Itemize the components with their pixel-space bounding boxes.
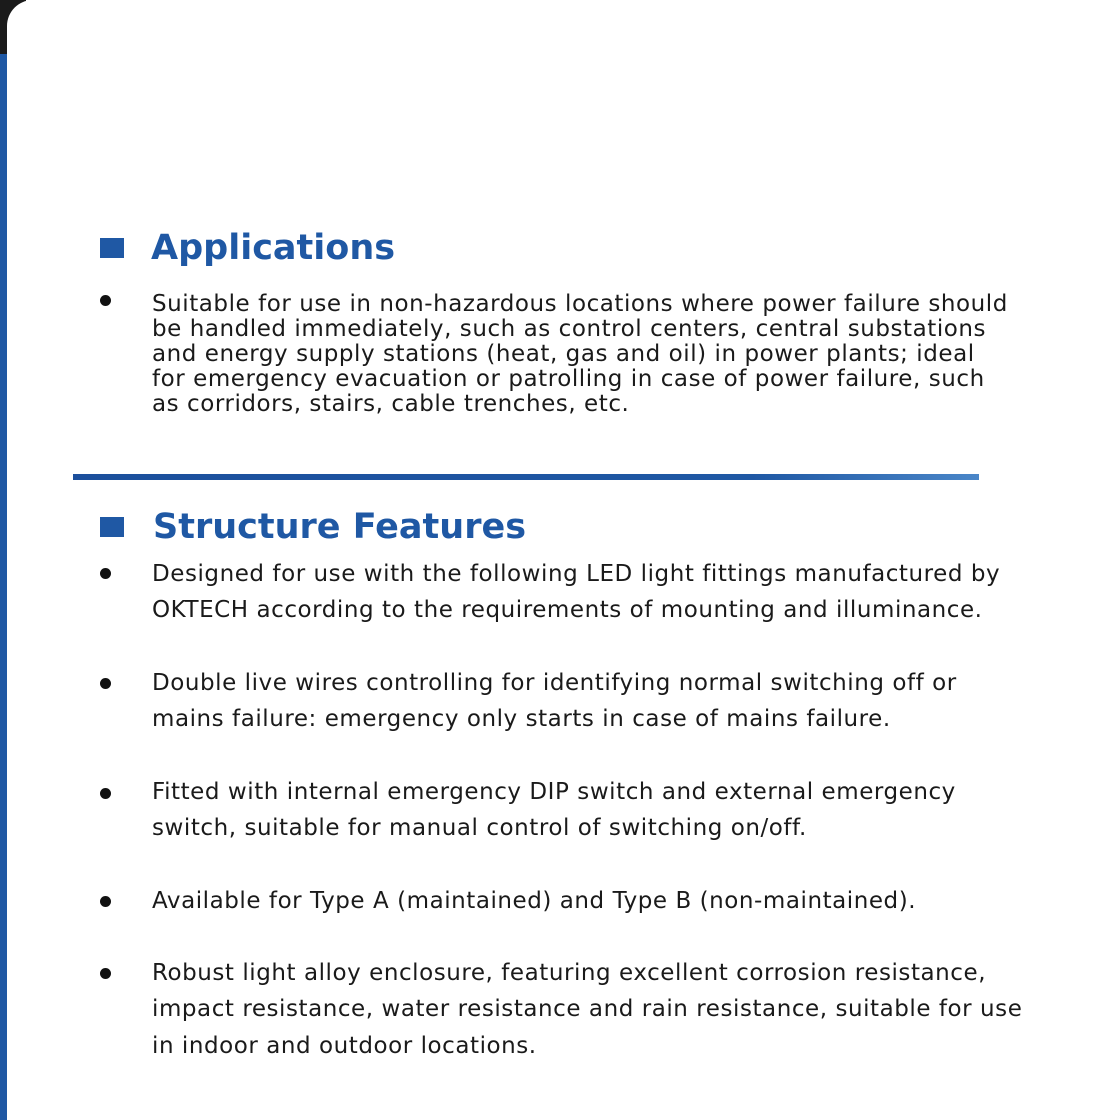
applications-text: Suitable for use in non-hazardous locations where power failure should be handled immediately, such as control centers, central substations and energy supply stations (heat, gas and oil) in power plants; ideal for emergency evacuation or patrolling in case of power failure, such as corridors, stairs, cable trenches, etc. (152, 291, 1008, 417)
feature-item: Double live wires controlling for identifying normal switching off or mains failure: emergency only starts in case of mains failure. (152, 670, 957, 733)
feature-item: Robust light alloy enclosure, featuring excellent corrosion resistance, impact resistance, water resistance and rain resistance, suitable for use in indoor and outdoor locations. (152, 960, 1023, 1059)
applications-heading: Applications (151, 228, 396, 268)
square-bullet-icon (100, 517, 124, 537)
bullet-icon (100, 968, 111, 979)
section-divider (73, 474, 979, 480)
bullet-icon (100, 896, 111, 907)
feature-item: Designed for use with the following LED light fittings manufactured by OKTECH according to the requirements of mounting and illuminance. (152, 561, 1001, 624)
square-bullet-icon (100, 238, 124, 258)
bullet-icon (100, 295, 111, 306)
bullet-icon (100, 568, 111, 579)
feature-item: Fitted with internal emergency DIP switch and external emergency switch, suitable for manual control of switching on/off. (152, 779, 956, 842)
bullet-icon (100, 678, 111, 689)
bullet-icon (100, 788, 111, 799)
feature-item: Available for Type A (maintained) and Type B (non-maintained). (152, 888, 917, 914)
structure-features-heading: Structure Features (153, 507, 527, 547)
left-edge-bar (0, 0, 7, 1120)
